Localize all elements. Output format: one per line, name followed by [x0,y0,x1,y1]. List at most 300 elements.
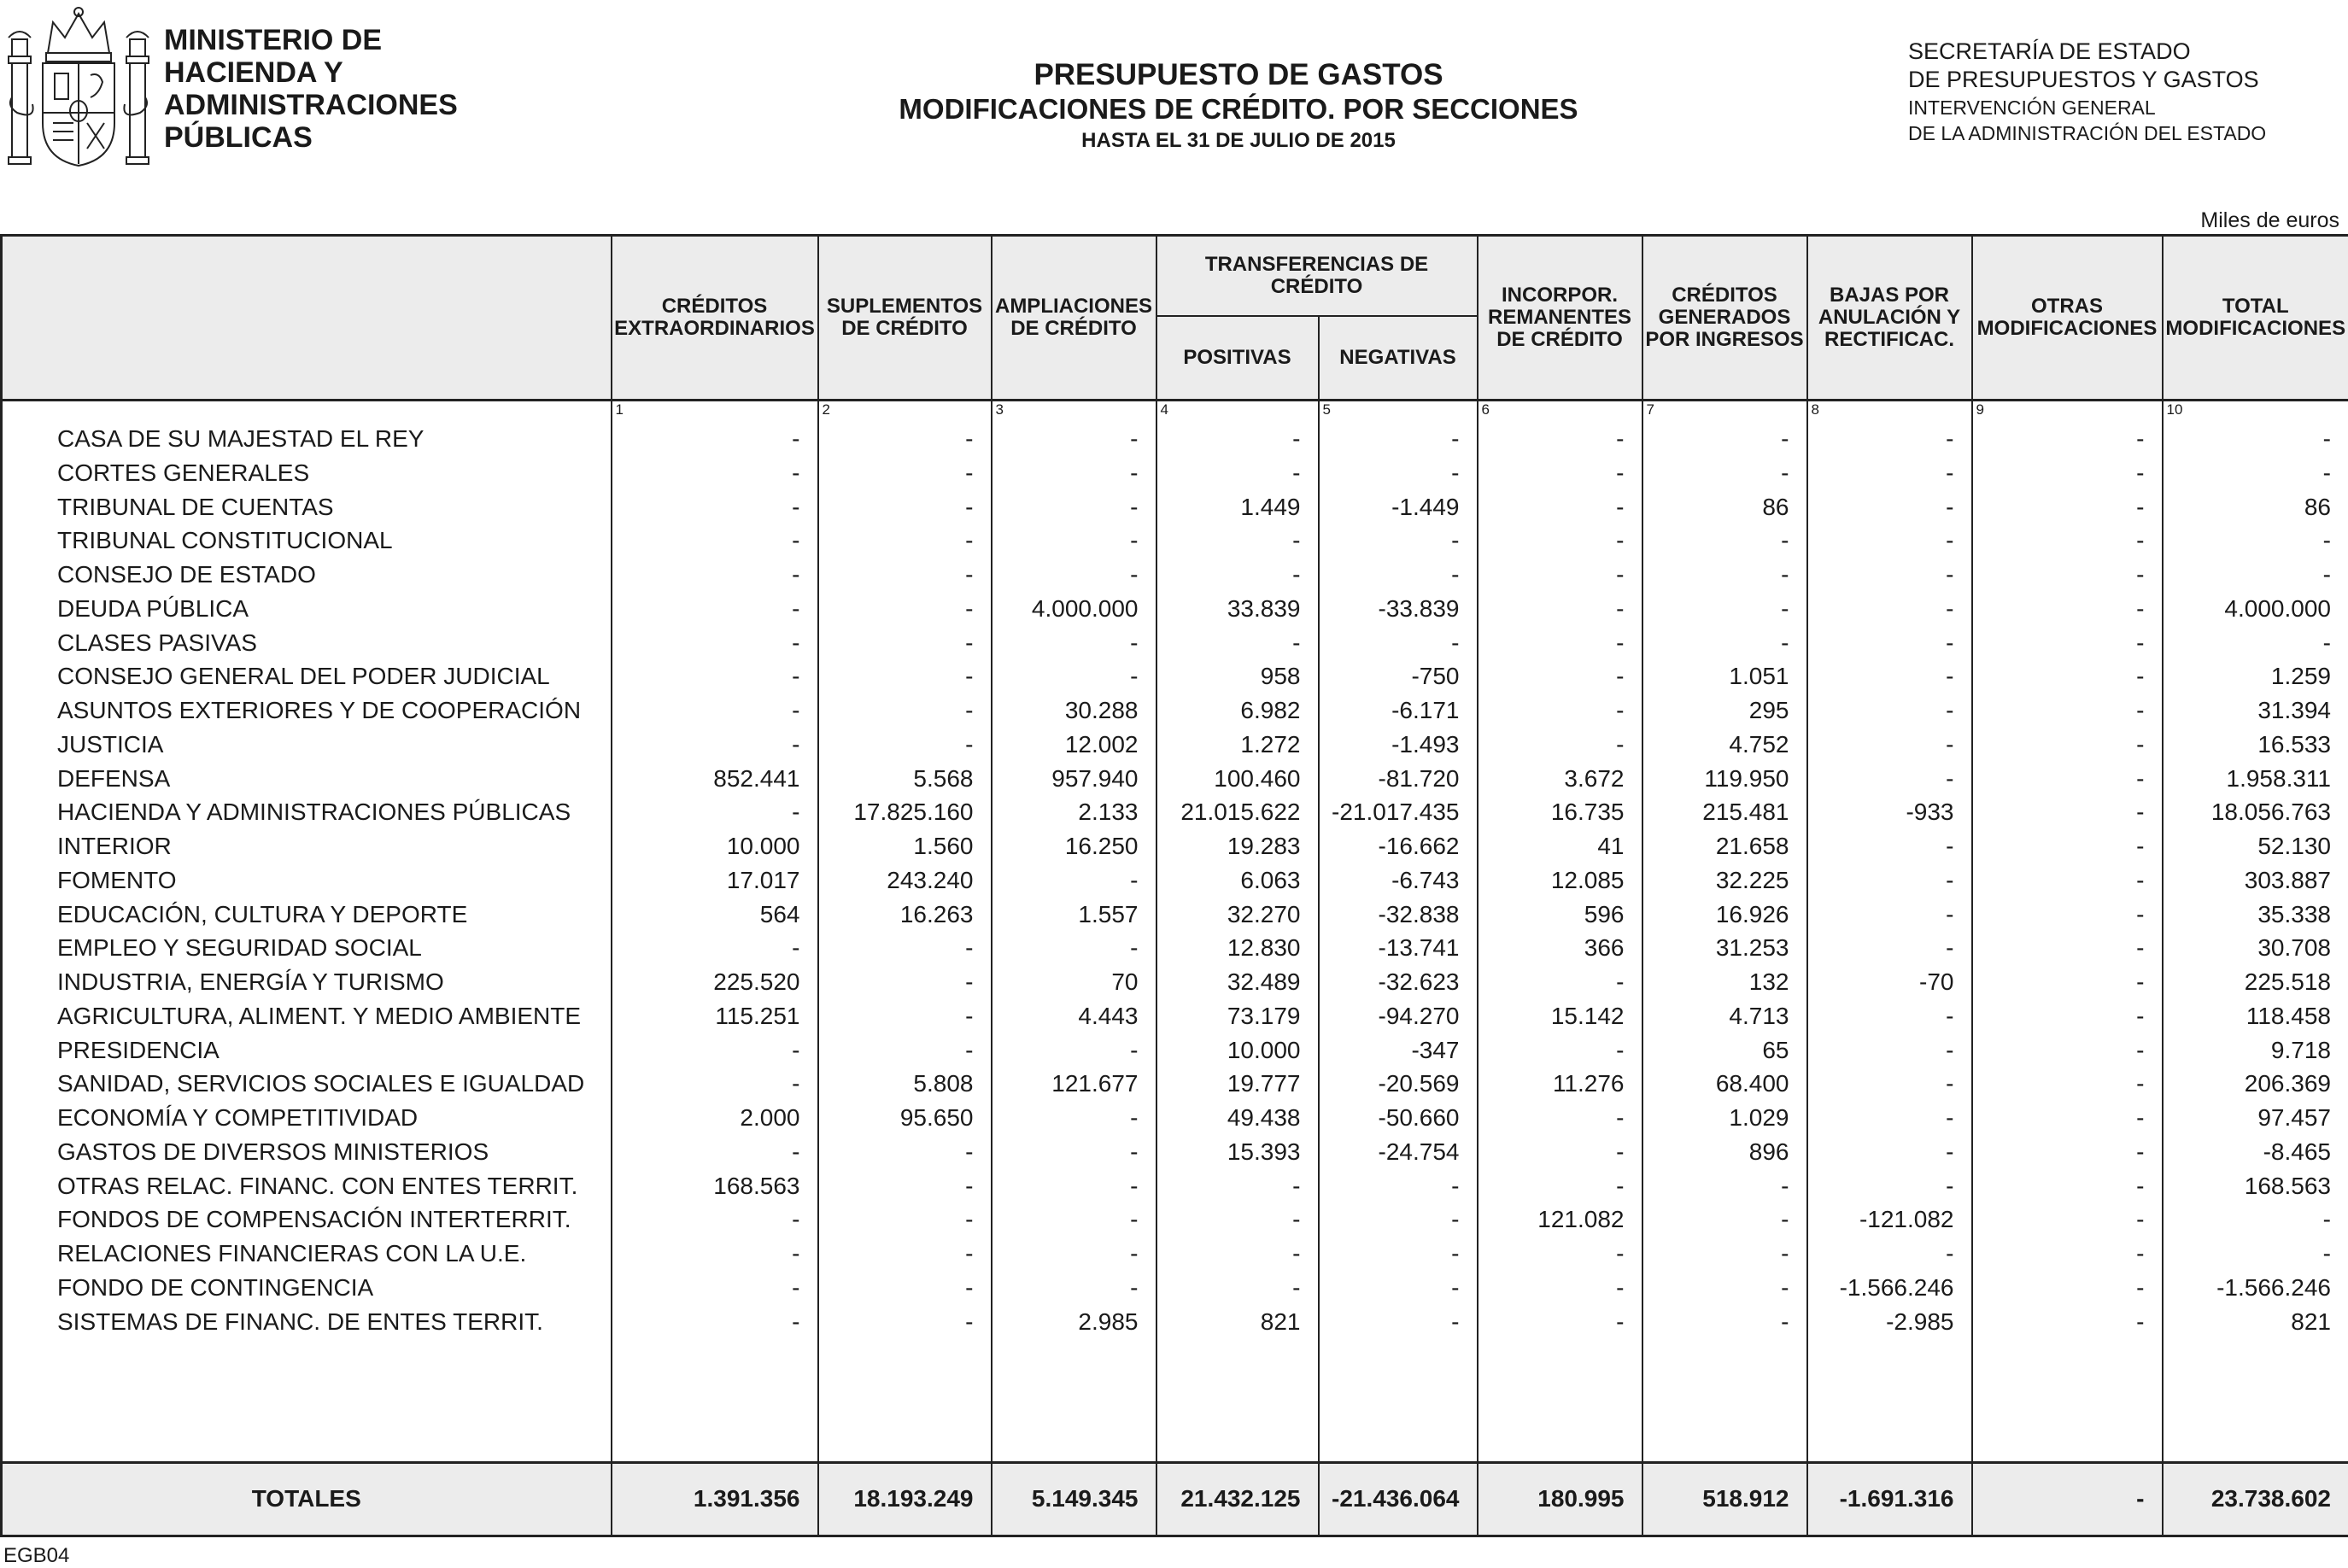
value-cell: - [1156,422,1319,456]
value-cell: 2.000 [612,1101,818,1135]
value-cell: 121.082 [1478,1202,1642,1237]
col-header-5: NEGATIVAS [1319,316,1478,401]
value-cell: - [1807,1067,1972,1101]
value-cell: - [1478,1033,1642,1068]
value-cell: - [1319,422,1478,456]
value-cell: - [818,1237,992,1271]
spacer-cell [818,1338,992,1462]
value-cell: - [1807,1169,1972,1203]
report-title: PRESUPUESTO DE GASTOS [769,58,1708,92]
value-cell: - [1972,558,2163,592]
units-label: Miles de euros [2200,208,2339,233]
table-row [2,659,2348,693]
value-cell: 11.276 [1478,1067,1642,1101]
spacer-cell [2163,1338,2348,1462]
table-row [2,728,2348,762]
column-number-cell: 5 [1319,401,1478,423]
section-name: EDUCACIÓN, CULTURA Y DEPORTE [2,898,612,932]
value-cell: - [818,965,992,999]
spacer-cell [1478,1338,1642,1462]
value-cell: - [992,1271,1156,1305]
value-cell: 852.441 [612,762,818,796]
value-cell: - [1807,829,1972,863]
value-cell: - [1478,693,1642,728]
col-header-9: OTRAS MODIFICACIONES [1972,236,2163,401]
ministry-name [164,24,458,154]
value-cell: - [1478,490,1642,524]
value-cell: -1.449 [1319,490,1478,524]
value-cell: - [1478,1237,1642,1271]
table-row [2,1067,2348,1101]
value-cell: 16.926 [1642,898,1807,932]
value-cell: 16.263 [818,898,992,932]
spacer-cell [992,1338,1156,1462]
ministry-line: HACIENDA Y [164,56,458,89]
value-cell: - [1972,728,2163,762]
section-name: CASA DE SU MAJESTAD EL REY [2,422,612,456]
value-cell: 1.272 [1156,728,1319,762]
value-cell: - [1972,1067,2163,1101]
value-cell: - [1972,1033,2163,1068]
value-cell: 132 [1642,965,1807,999]
value-cell: 1.958.311 [2163,762,2348,796]
value-cell: 6.982 [1156,693,1319,728]
spacer-cell [612,1338,818,1462]
value-cell: - [992,558,1156,592]
value-cell: - [1972,592,2163,626]
total-value-cell: -1.691.316 [1807,1462,1972,1536]
value-cell: 95.650 [818,1101,992,1135]
value-cell: - [1319,524,1478,558]
value-cell: - [1319,1271,1478,1305]
value-cell: 73.179 [1156,999,1319,1033]
value-cell: - [1807,1237,1972,1271]
total-value-cell: 23.738.602 [2163,1462,2348,1536]
value-cell: - [1807,524,1972,558]
value-cell: - [1807,456,1972,490]
spacer-row [2,1338,2348,1462]
value-cell: -1.566.246 [1807,1271,1972,1305]
value-cell: 65 [1642,1033,1807,1068]
value-cell: 21.658 [1642,829,1807,863]
section-name: INDUSTRIA, ENERGÍA Y TURISMO [2,965,612,999]
col-header-4: POSITIVAS [1156,316,1319,401]
value-cell: 118.458 [2163,999,2348,1033]
value-cell: - [1642,1237,1807,1271]
value-cell: -16.662 [1319,829,1478,863]
value-cell: 30.708 [2163,931,2348,965]
value-cell: - [1478,626,1642,660]
column-number-row [2,401,2348,423]
value-cell: - [992,626,1156,660]
value-cell: 295 [1642,693,1807,728]
value-cell: - [2163,456,2348,490]
value-cell: -33.839 [1319,592,1478,626]
table-row [2,626,2348,660]
value-cell: - [1642,1202,1807,1237]
value-cell: - [1972,422,2163,456]
value-cell: 35.338 [2163,898,2348,932]
value-cell: - [1478,558,1642,592]
value-cell: - [992,490,1156,524]
value-cell: - [992,524,1156,558]
value-cell: -70 [1807,965,1972,999]
value-cell: - [1478,592,1642,626]
value-cell: - [2163,626,2348,660]
value-cell: - [818,659,992,693]
value-cell: 564 [612,898,818,932]
value-cell: - [612,1271,818,1305]
value-cell: - [1319,1202,1478,1237]
intervencion-line: INTERVENCIÓN GENERAL [1908,96,2266,120]
value-cell: - [612,1305,818,1339]
table-row [2,1237,2348,1271]
value-cell: 86 [2163,490,2348,524]
value-cell: - [818,524,992,558]
value-cell: 4.000.000 [992,592,1156,626]
value-cell: - [818,1271,992,1305]
value-cell: 16.735 [1478,795,1642,829]
value-cell: - [1807,422,1972,456]
value-cell: - [1478,524,1642,558]
value-cell: -750 [1319,659,1478,693]
value-cell: - [2163,524,2348,558]
value-cell: - [1807,728,1972,762]
value-cell: 121.677 [992,1067,1156,1101]
value-cell: - [1642,422,1807,456]
value-cell: - [1478,1169,1642,1203]
value-cell: - [612,1033,818,1068]
report-title-block [769,58,1708,155]
value-cell: 16.533 [2163,728,2348,762]
coat-of-arms-logo [5,3,152,171]
value-cell: - [992,1202,1156,1237]
value-cell: 16.250 [992,829,1156,863]
value-cell: - [1156,524,1319,558]
value-cell: - [992,1101,1156,1135]
value-cell: - [1972,1237,2163,1271]
value-cell: - [2163,1202,2348,1237]
value-cell: 958 [1156,659,1319,693]
value-cell: 86 [1642,490,1807,524]
table-row [2,898,2348,932]
value-cell: 32.270 [1156,898,1319,932]
totals-row [2,1462,2348,1536]
value-cell: 12.002 [992,728,1156,762]
total-value-cell: -21.436.064 [1319,1462,1478,1536]
ministry-line: MINISTERIO DE [164,24,458,56]
table-row [2,524,2348,558]
value-cell: -347 [1319,1033,1478,1068]
value-cell: - [1156,626,1319,660]
value-cell: 19.283 [1156,829,1319,863]
value-cell: - [1478,1271,1642,1305]
value-cell: - [992,659,1156,693]
value-cell: - [1972,626,2163,660]
value-cell: - [992,1033,1156,1068]
value-cell: - [1972,1169,2163,1203]
value-cell: -24.754 [1319,1135,1478,1169]
value-cell: 5.568 [818,762,992,796]
value-cell: - [1156,1169,1319,1203]
value-cell: 957.940 [992,762,1156,796]
value-cell: - [612,490,818,524]
value-cell: -81.720 [1319,762,1478,796]
value-cell: -6.171 [1319,693,1478,728]
value-cell: - [612,659,818,693]
value-cell: 596 [1478,898,1642,932]
value-cell: - [818,999,992,1033]
value-cell: - [818,592,992,626]
total-value-cell: 5.149.345 [992,1462,1156,1536]
value-cell: 21.015.622 [1156,795,1319,829]
value-cell: 17.017 [612,863,818,898]
value-cell: - [1478,1305,1642,1339]
value-cell: - [992,1169,1156,1203]
table-row [2,1033,2348,1068]
section-name: TRIBUNAL CONSTITUCIONAL [2,524,612,558]
table-row [2,1271,2348,1305]
total-value-cell: 518.912 [1642,1462,1807,1536]
table-row [2,1305,2348,1339]
value-cell: 68.400 [1642,1067,1807,1101]
value-cell: - [992,422,1156,456]
column-number-cell: 6 [1478,401,1642,423]
value-cell: -50.660 [1319,1101,1478,1135]
total-value-cell: 18.193.249 [818,1462,992,1536]
value-cell: - [818,1135,992,1169]
value-cell: - [992,456,1156,490]
value-cell: 168.563 [2163,1169,2348,1203]
value-cell: - [1156,1202,1319,1237]
value-cell: - [612,422,818,456]
value-cell: - [1807,592,1972,626]
value-cell: 6.063 [1156,863,1319,898]
section-name: CONSEJO DE ESTADO [2,558,612,592]
value-cell: 115.251 [612,999,818,1033]
column-number-cell: 9 [1972,401,2163,423]
value-cell: - [1972,1271,2163,1305]
column-number-cell [2,401,612,423]
value-cell: 97.457 [2163,1101,2348,1135]
value-cell: - [818,456,992,490]
value-cell: - [1972,898,2163,932]
value-cell: - [1478,965,1642,999]
section-name: TRIBUNAL DE CUENTAS [2,490,612,524]
value-cell: 4.000.000 [2163,592,2348,626]
value-cell: 100.460 [1156,762,1319,796]
col-header-3: AMPLIACIONES DE CRÉDITO [992,236,1156,401]
value-cell: - [1319,1169,1478,1203]
value-cell: - [612,931,818,965]
column-number-cell: 1 [612,401,818,423]
table-row [2,558,2348,592]
table-row [2,762,2348,796]
value-cell: - [612,592,818,626]
value-cell: - [1972,829,2163,863]
value-cell: 366 [1478,931,1642,965]
value-cell: 31.394 [2163,693,2348,728]
value-cell: - [1972,659,2163,693]
value-cell: - [1972,762,2163,796]
value-cell: 119.950 [1642,762,1807,796]
header-blank-cell [2,236,612,401]
value-cell: - [1156,558,1319,592]
value-cell: 225.518 [2163,965,2348,999]
value-cell: - [1319,1305,1478,1339]
ministry-line: PÚBLICAS [164,121,458,154]
value-cell: - [612,1237,818,1271]
ministry-line: ADMINISTRACIONES [164,89,458,121]
value-cell: 70 [992,965,1156,999]
value-cell: 19.777 [1156,1067,1319,1101]
col-header-7: CRÉDITOS GENERADOS POR INGRESOS [1642,236,1807,401]
value-cell: - [1807,490,1972,524]
table-row [2,422,2348,456]
budget-table [0,234,2348,1537]
section-name: JUSTICIA [2,728,612,762]
value-cell: 303.887 [2163,863,2348,898]
value-cell: 821 [1156,1305,1319,1339]
table-row [2,931,2348,965]
value-cell: - [1807,626,1972,660]
value-cell: - [818,422,992,456]
value-cell: 10.000 [612,829,818,863]
value-cell: 12.085 [1478,863,1642,898]
value-cell: - [992,931,1156,965]
value-cell: - [1807,659,1972,693]
value-cell: - [1319,456,1478,490]
value-cell: -2.985 [1807,1305,1972,1339]
value-cell: - [818,931,992,965]
col-header-6: INCORPOR. REMANENTES DE CRÉDITO [1478,236,1642,401]
table-row [2,965,2348,999]
col-header-10: TOTAL MODIFICACIONES [2163,236,2348,401]
section-name: PRESIDENCIA [2,1033,612,1068]
table-row [2,592,2348,626]
value-cell: -94.270 [1319,999,1478,1033]
section-name: CORTES GENERALES [2,456,612,490]
section-name: FONDOS DE COMPENSACIÓN INTERTERRIT. [2,1202,612,1237]
value-cell: - [1972,931,2163,965]
value-cell: 10.000 [1156,1033,1319,1068]
section-name: RELACIONES FINANCIERAS CON LA U.E. [2,1237,612,1271]
value-cell: 215.481 [1642,795,1807,829]
value-cell: 168.563 [612,1169,818,1203]
value-cell: - [1478,728,1642,762]
value-cell: - [1319,626,1478,660]
value-cell: - [1972,456,2163,490]
total-value-cell: 180.995 [1478,1462,1642,1536]
section-name: DEFENSA [2,762,612,796]
section-name: DEUDA PÚBLICA [2,592,612,626]
table-row [2,1169,2348,1203]
value-cell: 41 [1478,829,1642,863]
spacer-cell [2,1338,612,1462]
column-number-cell: 10 [2163,401,2348,423]
value-cell: - [1642,1271,1807,1305]
value-cell: - [1807,999,1972,1033]
value-cell: - [1642,1305,1807,1339]
value-cell: - [1972,1135,2163,1169]
spacer-cell [1319,1338,1478,1462]
value-cell: - [1642,558,1807,592]
value-cell: - [1972,1202,2163,1237]
value-cell: - [1807,1135,1972,1169]
value-cell: 33.839 [1156,592,1319,626]
value-cell: -1.493 [1319,728,1478,762]
spacer-cell [1972,1338,2163,1462]
value-cell: - [818,626,992,660]
value-cell: 4.443 [992,999,1156,1033]
secretaria-block [1908,38,2266,145]
value-cell: 3.672 [1478,762,1642,796]
value-cell: - [1478,422,1642,456]
value-cell: 2.985 [992,1305,1156,1339]
value-cell: - [818,693,992,728]
value-cell: 1.259 [2163,659,2348,693]
value-cell: 1.051 [1642,659,1807,693]
value-cell: 15.142 [1478,999,1642,1033]
section-name: INTERIOR [2,829,612,863]
value-cell: - [1807,1033,1972,1068]
totals-label: TOTALES [2,1462,612,1536]
table-row [2,795,2348,829]
value-cell: - [612,693,818,728]
value-cell: -1.566.246 [2163,1271,2348,1305]
table-row [2,693,2348,728]
value-cell: - [818,1305,992,1339]
value-cell: - [1478,1101,1642,1135]
value-cell: - [2163,1237,2348,1271]
column-number-cell: 2 [818,401,992,423]
value-cell: - [1972,863,2163,898]
col-group-transferencias: TRANSFERENCIAS DE CRÉDITO [1156,236,1478,317]
value-cell: 2.133 [992,795,1156,829]
value-cell: - [1642,626,1807,660]
table-row [2,863,2348,898]
value-cell: - [1807,863,1972,898]
col-header-8: BAJAS POR ANULACIÓN Y RECTIFICAC. [1807,236,1972,401]
value-cell: 15.393 [1156,1135,1319,1169]
section-name: FONDO DE CONTINGENCIA [2,1271,612,1305]
value-cell: 225.520 [612,965,818,999]
column-number-cell: 3 [992,401,1156,423]
section-name: SISTEMAS DE FINANC. DE ENTES TERRIT. [2,1305,612,1339]
value-cell: 52.130 [2163,829,2348,863]
value-cell: -13.741 [1319,931,1478,965]
value-cell: - [612,456,818,490]
value-cell: - [1642,592,1807,626]
value-cell: - [1319,1237,1478,1271]
value-cell: - [818,558,992,592]
value-cell: 206.369 [2163,1067,2348,1101]
section-name: HACIENDA Y ADMINISTRACIONES PÚBLICAS [2,795,612,829]
section-name: AGRICULTURA, ALIMENT. Y MEDIO AMBIENTE [2,999,612,1033]
table-row [2,490,2348,524]
value-cell: -6.743 [1319,863,1478,898]
value-cell: 5.808 [818,1067,992,1101]
value-cell: - [1807,931,1972,965]
value-cell: - [612,1135,818,1169]
value-cell: 1.029 [1642,1101,1807,1135]
value-cell: 18.056.763 [2163,795,2348,829]
value-cell: -32.838 [1319,898,1478,932]
table-row [2,1202,2348,1237]
table-row [2,999,2348,1033]
value-cell: -933 [1807,795,1972,829]
section-name: OTRAS RELAC. FINANC. CON ENTES TERRIT. [2,1169,612,1203]
